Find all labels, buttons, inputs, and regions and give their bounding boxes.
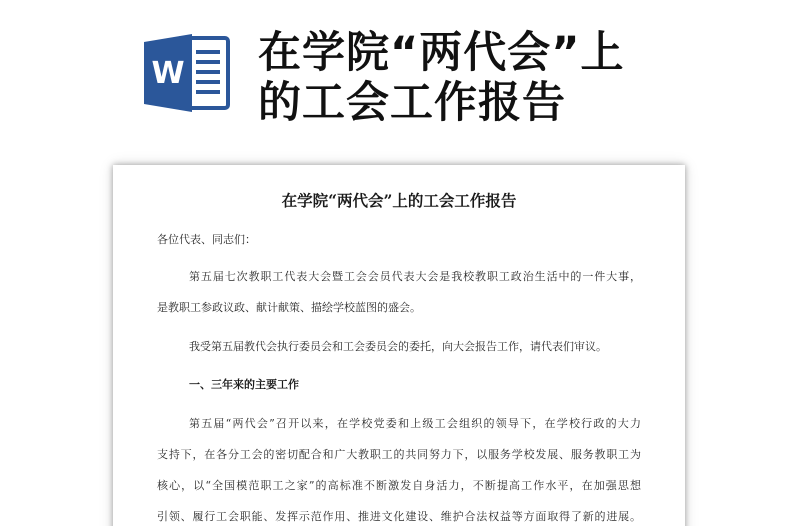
- salutation: 各位代表、同志们：: [157, 233, 256, 246]
- document-title: 在学院“两代会”上的工会工作报告: [281, 191, 517, 210]
- paragraph-1-line-1: 第五届七次教职工代表大会暨工会会员代表大会是我校教职工政治生活中的一件大事，: [189, 270, 641, 283]
- page-headline: [258, 28, 738, 128]
- paragraph-3-line-1: 第五届“两代会”召开以来，在学校党委和上级工会组织的领导下，在学校行政的大力: [189, 417, 641, 430]
- word-document-icon: [140, 32, 232, 114]
- paragraph-1-line-2: 是教职工参政议政、献计献策、描绘学校蓝图的盛会。: [157, 301, 421, 314]
- header-banner: [0, 0, 800, 160]
- document-page: [113, 165, 685, 526]
- word-logo-letter: W: [151, 56, 185, 91]
- paragraph-3-line-3: 核心，以“全国模范职工之家”的高标准不断激发自身活力，不断提高工作水平，在加强思想: [157, 479, 641, 492]
- headline-line-2: 的工会工作报告: [258, 78, 566, 128]
- section-heading-1: 一、三年来的主要工作: [189, 378, 299, 391]
- headline-line-1: 在学院“两代会”上: [258, 28, 625, 78]
- paragraph-3-line-2: 支持下，在各分工会的密切配合和广大教职工的共同努力下，以服务学校发展、服务教职工为: [157, 448, 641, 461]
- paragraph-3-line-4: 引领、履行工会职能、发挥示范作用、推进文化建设、维护合法权益等方面取得了新的进展。: [157, 510, 641, 523]
- paragraph-2-line-1: 我受第五届教代会执行委员会和工会委员会的委托，向大会报告工作，请代表们审议。: [189, 340, 607, 353]
